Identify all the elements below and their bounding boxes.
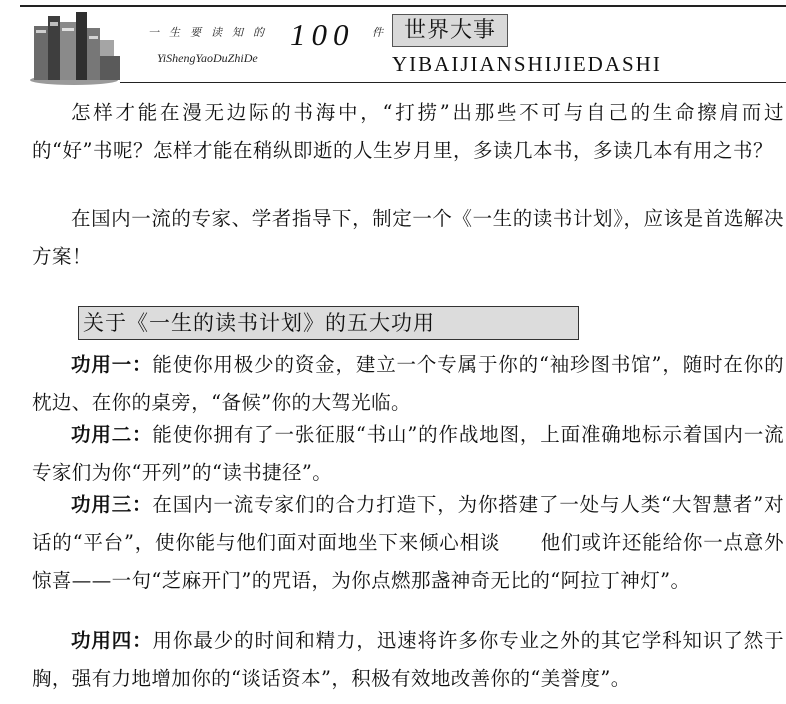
series-count: 100 — [290, 17, 355, 52]
function-text: 用你最少的时间和精力，迅速将许多你专业之外的其它学科知识了然于胸，强有力地增加你的“谈话资本”，积极有效地改善你的“美誉度”。 — [32, 629, 784, 690]
section-heading: 关于《一生的读书计划》的五大功用 — [78, 306, 579, 340]
book-title: 世界大事 — [392, 14, 508, 47]
function-item-1 — [32, 346, 784, 422]
function-label: 功用四： — [71, 629, 153, 652]
series-unit: 件 — [372, 26, 383, 39]
header-bottom-rule — [120, 82, 786, 83]
function-item-2 — [32, 416, 784, 492]
function-label: 功用三： — [71, 493, 153, 516]
function-label: 功用一： — [71, 353, 153, 376]
series-tagline: 一生要读知的 — [148, 26, 274, 39]
series-pinyin: YiShengYaoDuZhiDe — [157, 51, 258, 65]
book-title-pinyin: YIBAIJIANSHIJIEDASHI — [392, 52, 662, 76]
books-logo-icon — [26, 6, 122, 86]
function-text: 在国内一流专家们的合力打造下，为你搭建了一处与人类“大智慧者”对话的“平台”，使你能与他们面对面地坐下来倾心相谈 他们或许还能给你一点意外惊喜——一句“芝麻开门”的咒语，为你点燃那盏神奇无比的“阿拉丁神灯”。 — [32, 493, 784, 592]
function-item-3 — [32, 486, 784, 600]
header-top-rule — [20, 5, 786, 7]
function-label: 功用二： — [71, 423, 153, 446]
function-item-4 — [32, 622, 784, 698]
function-text: 能使你拥有了一张征服“书山”的作战地图，上面准确地标示着国内一流专家们为你“开列”的“读书捷径”。 — [32, 423, 784, 484]
function-text: 能使你用极少的资金，建立一个专属于你的“袖珍图书馆”，随时在你的枕边、在你的桌旁，“备候”你的大驾光临。 — [32, 353, 784, 414]
intro-paragraph-1: 怎样才能在漫无边际的书海中，“打捞”出那些不可与自己的生命擦肩而过的“好”书呢？怎样才能在稍纵即逝的人生岁月里，多读几本书，多读几本有用之书？ — [32, 101, 784, 162]
intro-paragraph-2: 在国内一流的专家、学者指导下，制定一个《一生的读书计划》，应该是首选解决方案！ — [32, 207, 784, 268]
page-header — [0, 0, 786, 86]
